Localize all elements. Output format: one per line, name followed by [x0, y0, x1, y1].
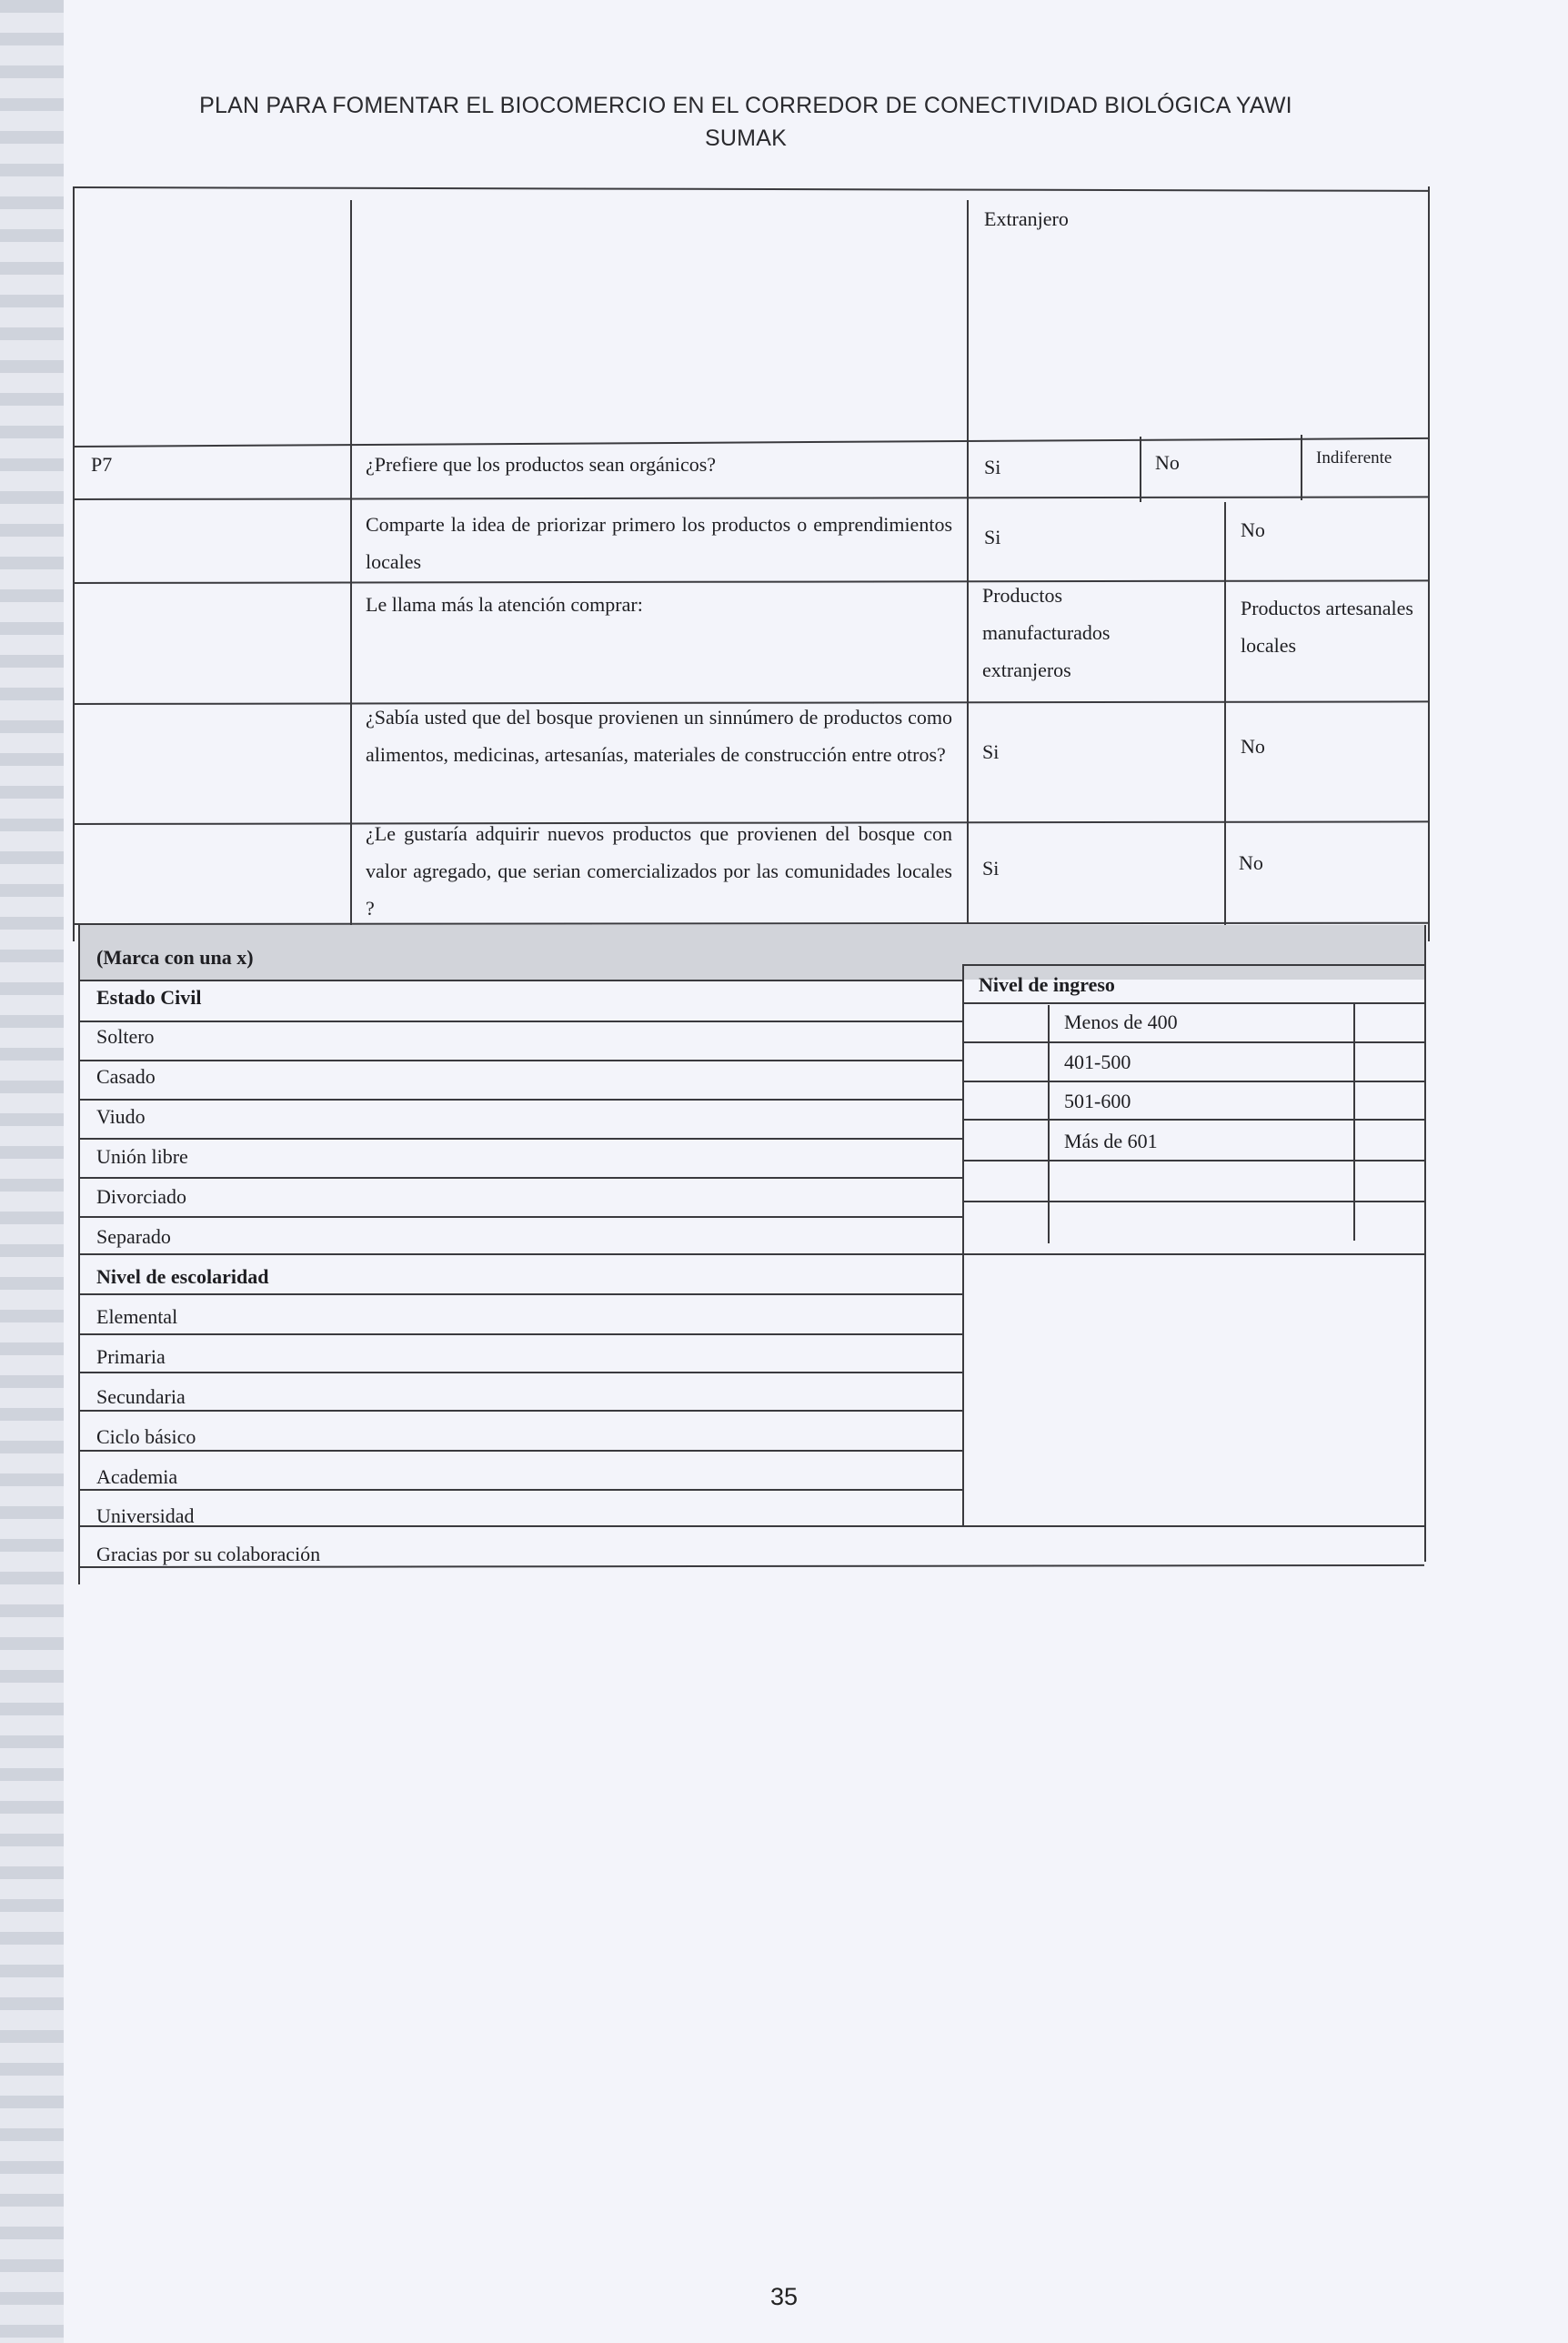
income-line — [962, 1041, 1424, 1043]
demo-line — [78, 1060, 962, 1061]
page-title-line2: SUMAK — [705, 126, 787, 151]
education-option: Academia — [96, 1465, 178, 1488]
table-divider-question — [967, 200, 969, 923]
instruction-mark-x: (Marca con una x) — [96, 946, 254, 969]
civil-status-heading: Estado Civil — [96, 986, 202, 1009]
option-si: Si — [984, 456, 1001, 478]
demo-line — [78, 1333, 962, 1335]
demo-line — [78, 1177, 962, 1179]
income-line — [962, 1201, 1424, 1202]
demo-line — [78, 1099, 962, 1101]
question-local-priority: Comparte la idea de priorizar primero los productos o emprendimientos locales — [366, 513, 952, 573]
question-purchase-preference: Le llama más la atención comprar: — [366, 593, 643, 616]
option-si: Si — [982, 857, 1000, 880]
civil-option: Soltero — [96, 1025, 155, 1048]
table-divider-code — [350, 200, 352, 941]
table-divider-p7-a — [1140, 437, 1141, 502]
income-line — [962, 1081, 1424, 1082]
question-organic: ¿Prefiere que los productos sean orgánicos? — [366, 453, 717, 476]
income-line — [962, 1160, 1424, 1161]
income-option: 401-500 — [1064, 1051, 1131, 1073]
thanks-note: Gracias por su colaboración — [96, 1543, 321, 1565]
demo-line — [78, 1489, 962, 1491]
income-heading: Nivel de ingreso — [979, 973, 1115, 996]
table-divider-p7-b — [1301, 435, 1302, 500]
demo-line — [78, 1450, 962, 1452]
education-option: Secundaria — [96, 1385, 186, 1408]
civil-option: Viudo — [96, 1105, 146, 1128]
education-option: Elemental — [96, 1305, 178, 1328]
table-border-left — [73, 186, 75, 941]
income-option: Menos de 400 — [1064, 1011, 1178, 1033]
option-si: Si — [982, 740, 1000, 763]
income-divider-right — [1353, 1002, 1355, 1241]
demo-line — [78, 1138, 962, 1140]
demo-border-right — [1424, 925, 1426, 1562]
option-no: No — [1239, 851, 1263, 874]
civil-option: Divorciado — [96, 1185, 186, 1208]
demo-line — [78, 1253, 1424, 1255]
civil-option: Casado — [96, 1065, 156, 1088]
option-no: No — [1241, 735, 1265, 758]
education-option: Universidad — [96, 1504, 195, 1527]
question-value-added: ¿Le gustaría adquirir nuevos productos que provienen del bosque con valor agregado, que serian comercializados por las comunidades locales ? — [366, 822, 952, 920]
question-code-p7: P7 — [91, 453, 113, 476]
page-title-line1: PLAN PARA FOMENTAR EL BIOCOMERCIO EN EL CORREDOR DE CONECTIVIDAD BIOLÓGICA YAWI — [199, 93, 1292, 118]
table-border-right — [1428, 186, 1430, 941]
demo-line — [78, 1525, 1424, 1527]
option-si: Si — [984, 526, 1001, 548]
income-option: Más de 601 — [1064, 1130, 1158, 1152]
table-divider-options — [1224, 502, 1226, 925]
demo-line — [78, 1216, 962, 1218]
instruction-shading — [78, 925, 1426, 980]
income-option: 501-600 — [1064, 1090, 1131, 1112]
option-no: No — [1241, 518, 1265, 541]
option-no: No — [1155, 451, 1180, 474]
page-number: 35 — [769, 2283, 799, 2310]
page-title — [91, 89, 1401, 155]
education-heading: Nivel de escolaridad — [96, 1265, 269, 1288]
demo-divider-middle — [962, 964, 964, 1525]
option-extranjero: Extranjero — [984, 207, 1069, 230]
education-option: Ciclo básico — [96, 1425, 196, 1448]
option-manufactured-foreign: Productos manufacturados extranjeros — [982, 584, 1111, 681]
civil-option: Separado — [96, 1225, 171, 1248]
income-line — [962, 1119, 1424, 1121]
option-artisanal-local: Productos artesanales locales — [1241, 597, 1413, 657]
education-option: Primaria — [96, 1345, 166, 1368]
document-page — [64, 0, 1568, 2343]
option-indiferente: Indiferente — [1316, 448, 1392, 468]
question-forest-products: ¿Sabía usted que del bosque provienen un sinnúmero de productos como alimentos, medicinas, artesanías, materiales de construcción entre otros? — [366, 706, 952, 766]
demo-line — [78, 980, 962, 981]
demo-line — [78, 1372, 962, 1373]
demo-line — [78, 1021, 962, 1022]
demo-line — [78, 1410, 962, 1412]
civil-option: Unión libre — [96, 1145, 188, 1168]
spiral-binding — [0, 0, 64, 2343]
